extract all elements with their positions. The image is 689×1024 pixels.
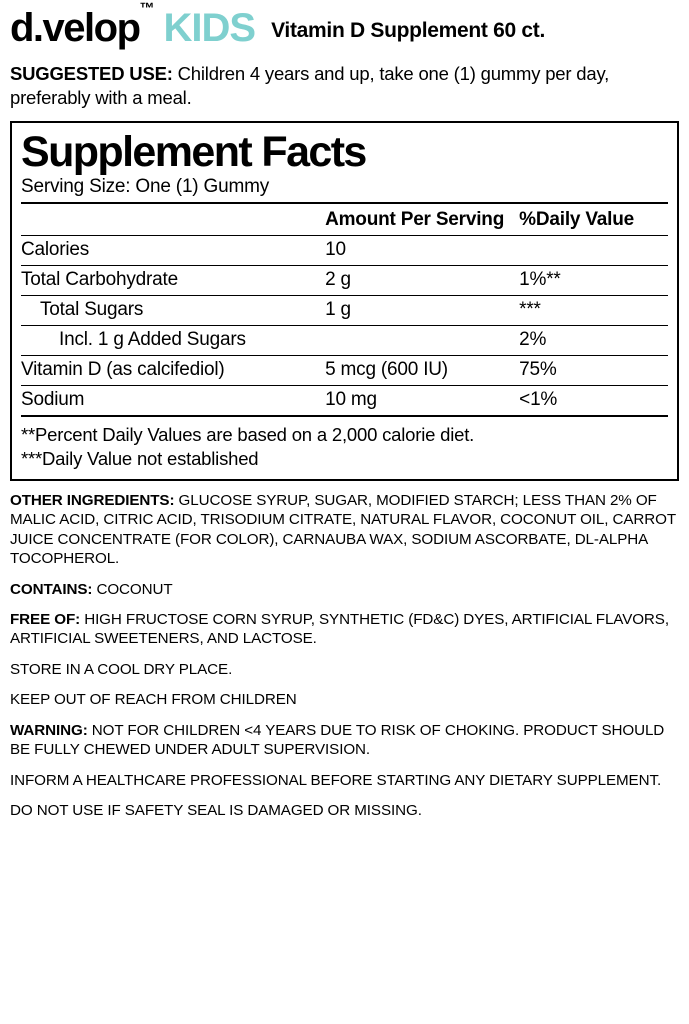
- table-row: [21, 266, 668, 296]
- product-title: Vitamin D Supplement 60 ct.: [271, 19, 546, 42]
- footnote-percent-daily-value: **Percent Daily Values are based on a 2,000 calorie diet.: [21, 424, 475, 446]
- row-daily-value: 2%: [519, 326, 668, 356]
- row-daily-value: [519, 236, 668, 266]
- row-nutrient: Incl. 1 g Added Sugars: [21, 326, 325, 356]
- row-nutrient: Total Sugars: [21, 296, 325, 326]
- brand-header: [10, 0, 679, 50]
- other-ingredients-text: GLUCOSE SYRUP, SUGAR, MODIFIED STARCH; LESS THAN 2% OF MALIC ACID, CITRIC ACID, TRISODIUM CITRATE, NATURAL FLAVOR, COCONUT OIL, CARROT JUICE CONCENTRATE (FOR COLOR), CARNAUBA WAX, SODIUM ASCORBATE, DL-ALPHA TOCOPHEROL.: [10, 491, 676, 568]
- row-amount: 1 g: [325, 296, 519, 326]
- warning-block: [10, 721, 679, 760]
- serving-size: Serving Size: One (1) Gummy: [21, 176, 270, 198]
- contains-label: CONTAINS:: [10, 580, 93, 598]
- keep-out-of-reach-block: [10, 690, 679, 709]
- row-amount: 10: [325, 236, 519, 266]
- table-row: [21, 236, 668, 266]
- column-header-amount: Amount Per Serving: [325, 203, 519, 236]
- free-of-label: FREE OF:: [10, 610, 81, 628]
- row-nutrient: Vitamin D (as calcifediol): [21, 356, 325, 386]
- table-row: [21, 356, 668, 386]
- suggested-use-label: SUGGESTED USE:: [10, 63, 173, 84]
- row-amount: 5 mcg (600 IU): [325, 356, 519, 386]
- brand-name: [10, 0, 155, 50]
- warning-text: NOT FOR CHILDREN <4 YEARS DUE TO RISK OF CHOKING. PRODUCT SHOULD BE FULLY CHEWED UNDER ADULT SUPERVISION.: [10, 721, 665, 759]
- warning-label: WARNING:: [10, 721, 88, 739]
- row-amount: 2 g: [325, 266, 519, 296]
- brand-name-text: d.velop: [10, 6, 140, 50]
- free-of-block: [10, 610, 679, 649]
- trademark-symbol: ™: [139, 0, 155, 17]
- row-nutrient: Total Carbohydrate: [21, 266, 325, 296]
- healthcare-professional-text: INFORM A HEALTHCARE PROFESSIONAL BEFORE STARTING ANY DIETARY SUPPLEMENT.: [10, 771, 662, 789]
- table-header-row: [21, 203, 668, 236]
- nutrition-table: [21, 202, 668, 417]
- suggested-use: [10, 62, 679, 109]
- keep-out-of-reach-text: KEEP OUT OF REACH FROM CHILDREN: [10, 691, 297, 709]
- other-ingredients-block: [10, 491, 679, 569]
- row-daily-value: 1%**: [519, 266, 668, 296]
- supplement-facts-title: Supplement Facts: [21, 128, 366, 177]
- contains-block: [10, 580, 679, 599]
- nutrition-table-head: [21, 203, 668, 236]
- table-row: [21, 386, 668, 417]
- safety-seal-block: [10, 801, 679, 820]
- healthcare-professional-block: [10, 771, 679, 790]
- brand-subname: KIDS: [163, 6, 256, 50]
- other-ingredients-label: OTHER INGREDIENTS:: [10, 491, 175, 509]
- column-header-daily-value: %Daily Value: [519, 203, 668, 236]
- row-nutrient: Calories: [21, 236, 325, 266]
- suggested-use-text: Children 4 years and up, take one (1) gummy per day, preferably with a meal.: [10, 63, 610, 108]
- row-amount: [325, 326, 519, 356]
- contains-text: COCONUT: [92, 580, 173, 598]
- info-blocks: [10, 491, 679, 821]
- row-daily-value: <1%: [519, 386, 668, 417]
- row-daily-value: ***: [519, 296, 668, 326]
- table-row: [21, 326, 668, 356]
- storage-block: [10, 660, 679, 679]
- supplement-facts-panel: [10, 121, 679, 480]
- safety-seal-text: DO NOT USE IF SAFETY SEAL IS DAMAGED OR MISSING.: [10, 802, 422, 820]
- footnotes: [21, 423, 668, 470]
- row-amount: 10 mg: [325, 386, 519, 417]
- row-nutrient: Sodium: [21, 386, 325, 417]
- storage-text: STORE IN A COOL DRY PLACE.: [10, 660, 233, 678]
- table-row: [21, 296, 668, 326]
- column-header-nutrient: [21, 203, 325, 236]
- footnote-daily-value-not-established: ***Daily Value not established: [21, 448, 259, 470]
- nutrition-table-body: [21, 236, 668, 417]
- free-of-text: HIGH FRUCTOSE CORN SYRUP, SYNTHETIC (FD&C) DYES, ARTIFICIAL FLAVORS, ARTIFICIAL SWEETENERS, AND LACTOSE.: [10, 610, 669, 648]
- row-daily-value: 75%: [519, 356, 668, 386]
